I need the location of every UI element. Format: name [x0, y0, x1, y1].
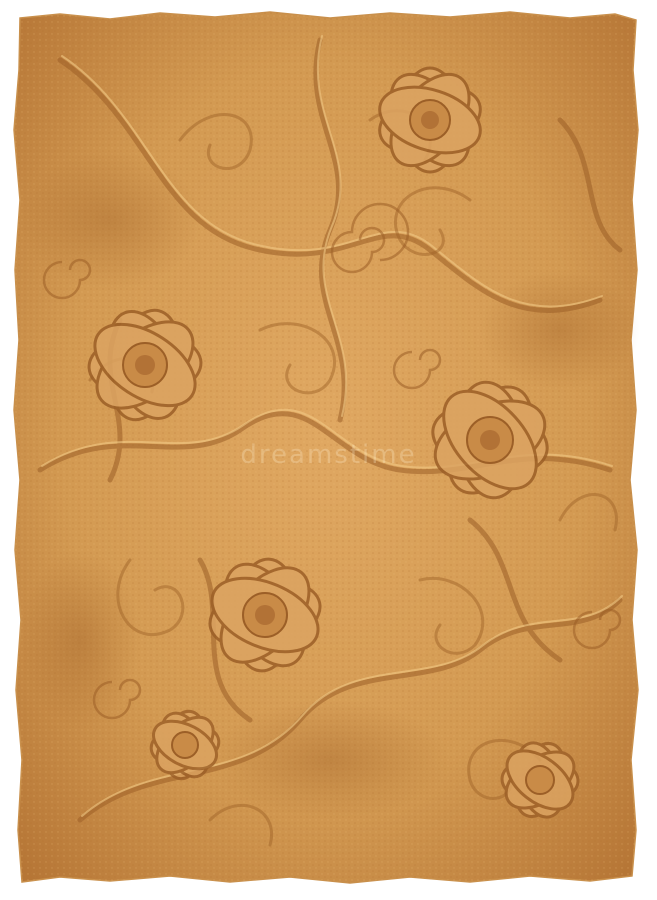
watermark-text: dreamstime: [240, 440, 417, 470]
